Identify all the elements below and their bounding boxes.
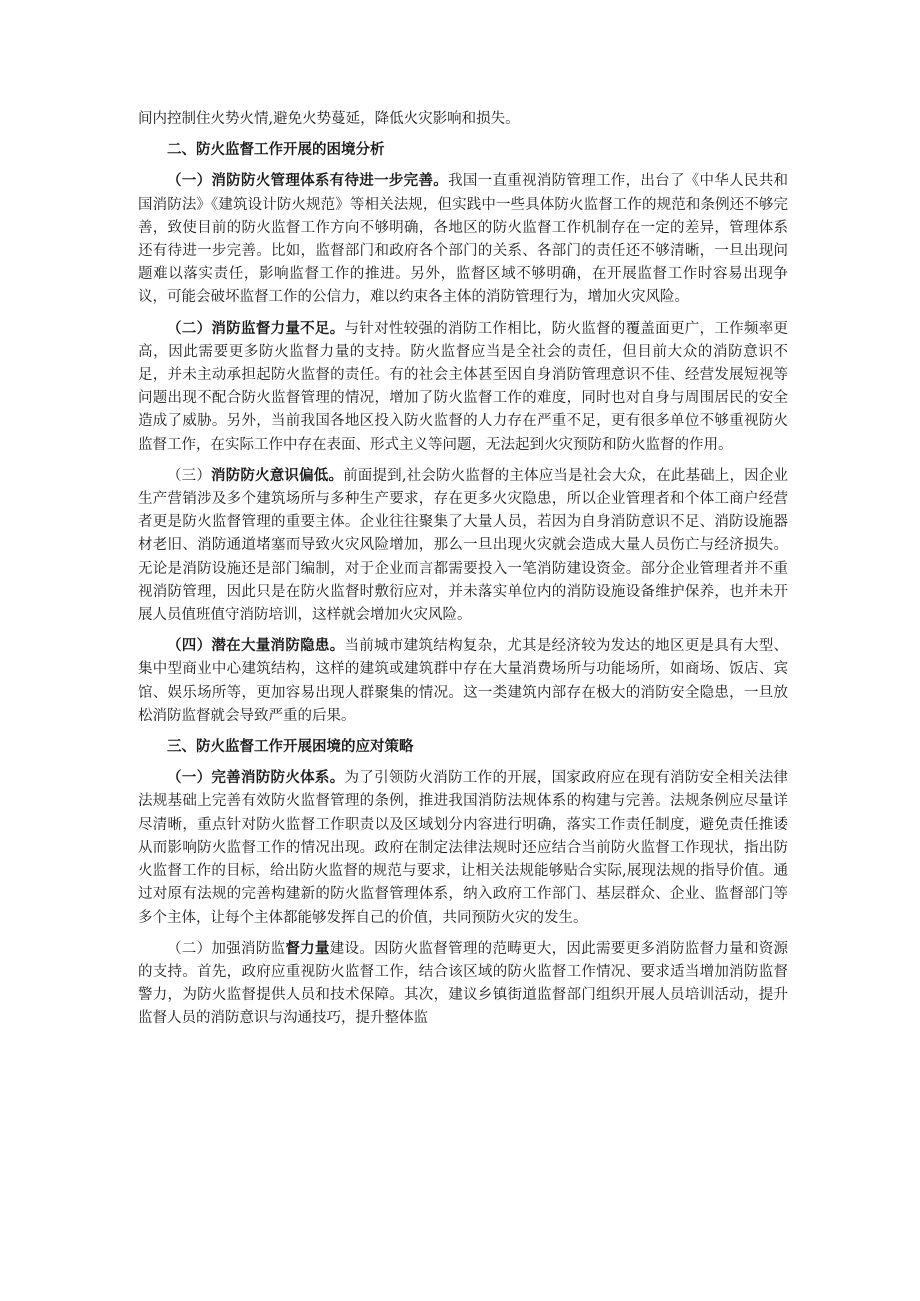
paragraph-3-2 [138,938,788,1031]
paragraph-body: 为了引领防火消防工作的开展，国家政府应在现有消防安全相关法律法规基础上完善有效防火监督管理的条例，推进我国消防法规体系的构建与完善。法规条例应尽量详尽清晰，重点针对防火监督工作职责以及区域划分内容进行明确，落实工作责任制度，避免责任推诿从而影响防火监督工作的情况出现。政府在制定法律法规时还应结合当前防火监督工作现状，指出防火监督工作的目标，给出防火监督的规范与要求，让相关法规能够贴合实际,展现法规的指导价值。通过对原有法规的完善构建新的防火监督管理体系，纳入政府工作部门、基层群众、企业、监督部门等多个主体，让每个主体都能够发挥自己的价值，共同预防火灾的发生。 [138,770,789,926]
paragraph-lead-part-b: 督力量 [285,940,330,957]
paragraph-lead-part-c: 建设。 [329,940,375,957]
section-heading-3: 三、防火监督工作开展困境的应对策略 [167,739,414,756]
document-page [138,108,788,1031]
paragraph-lead-prefix: （三） [167,467,212,484]
paragraph-3-1 [138,767,788,929]
paragraph-2-2 [138,318,788,457]
paragraph-body: 与针对性较强的消防工作相比，防火监督的覆盖面更广，工作频率更高，因此需要更多防火监督力量的支持。防火监督应当是全社会的责任，但目前大众的消防意识不足，并未主动承担起防火监督的责任。有的社会主体甚至因自身消防管理意识不佳、经营发展短视等问题出现不配合防火监督管理的情况，增加了防火监督工作的难度，同时也对自身与周围居民的安全造成了威胁。另外，当前我国各地区投入防火监督的人力存在严重不足，更有很多单位不够重视防火监督工作，在实际工作中存在表面、形式主义等问题，无法起到火灾预防和防火监督的作用。 [138,320,789,453]
paragraph-2-4 [138,635,788,728]
paragraph-body: 当前城市建筑结构复杂，尤其是经济较为发达的地区更是具有大型、集中型商业中心建筑结构，这样的建筑或建筑群中存在大量消费场所与功能场所，如商场、饭店、宾馆、娱乐场所等，更加容易出现人群聚集的情况。这一类建筑内部存在极大的消防安全隐患，一旦放松消防监督就会导致严重的后果。 [138,638,789,724]
paragraph-lead: （一）完善消防防火体系。 [167,770,345,787]
paragraph-lead: （一）消防防火管理体系有待进一步完善。 [167,173,449,190]
paragraph-body: 因防火监督管理的范畴更大，因此需要更多消防监督力量和资源的支持。首先，政府应重视防火监督工作，结合该区域的防火监督工作情况、要求适当增加消防监督警力，为防火监督提供人员和技术保障。其次，建议乡镇街道监督部门组织开展人员培训活动，提升监督人员的消防意识与沟通技巧，提升整体监 [138,940,789,1027]
paragraph-2-1 [138,170,788,309]
paragraph-body: 前面提到,社会防火监督的主体应当是社会大众，在此基础上，因企业生产营销涉及多个建筑场所与多种生产要求，存在更多火灾隐患，所以企业管理者和个体工商户经营者更是防火监督管理的重要主体。企业往往聚集了大量人员，若因为自身消防意识不足、消防设施器材老旧、消防通道堵塞而导致火灾风险增加，那么一旦出现火灾就会造成大量人员伤亡与经济损失。无论是消防设施还是部门编制，对于企业而言都需要投入一笔消防建设资金。部分企业管理者并不重视消防管理，因此只是在防火监督时敷衍应对，并未落实单位内的消防设施设备维护保养，也并未开展人员值班值守消防培训，这样就会增加火灾风险。 [138,467,789,624]
intro-paragraph: 间内控制住火势火情,避免火势蔓延，降低火灾影响和损失。 [138,111,520,127]
paragraph-2-3 [138,465,788,627]
paragraph-lead: （四）潜在大量消防隐患。 [167,638,345,655]
paragraph-lead: （二）消防监督力量不足。 [167,320,345,337]
paragraph-lead: 消防防火意识偏低。 [211,467,344,484]
paragraph-lead-part-a: （二）加强消防监 [167,940,286,957]
paragraph-body: 我国一直重视消防管理工作，出台了《中华人民共和国消防法》《建筑设计防火规范》等相关法规，但实践中一些具体防火监督工作的规范和条例还不够完善，致使目前的防火监督工作方向不够明确，各地区的防火监督工作机制存在一定的差异，管理体系还有待进一步完善。比如，监督部门和政府各个部门的关系、各部门的责任还不够清晰，一旦出现问题难以落实责任，影响监督工作的推进。另外，监督区域不够明确，在开展监督工作时容易出现争议，可能会破坏监督工作的公信力，难以约束各主体的消防管理行为，增加火灾风险。 [138,173,788,306]
section-heading-2: 二、防火监督工作开展的困境分析 [167,142,385,159]
